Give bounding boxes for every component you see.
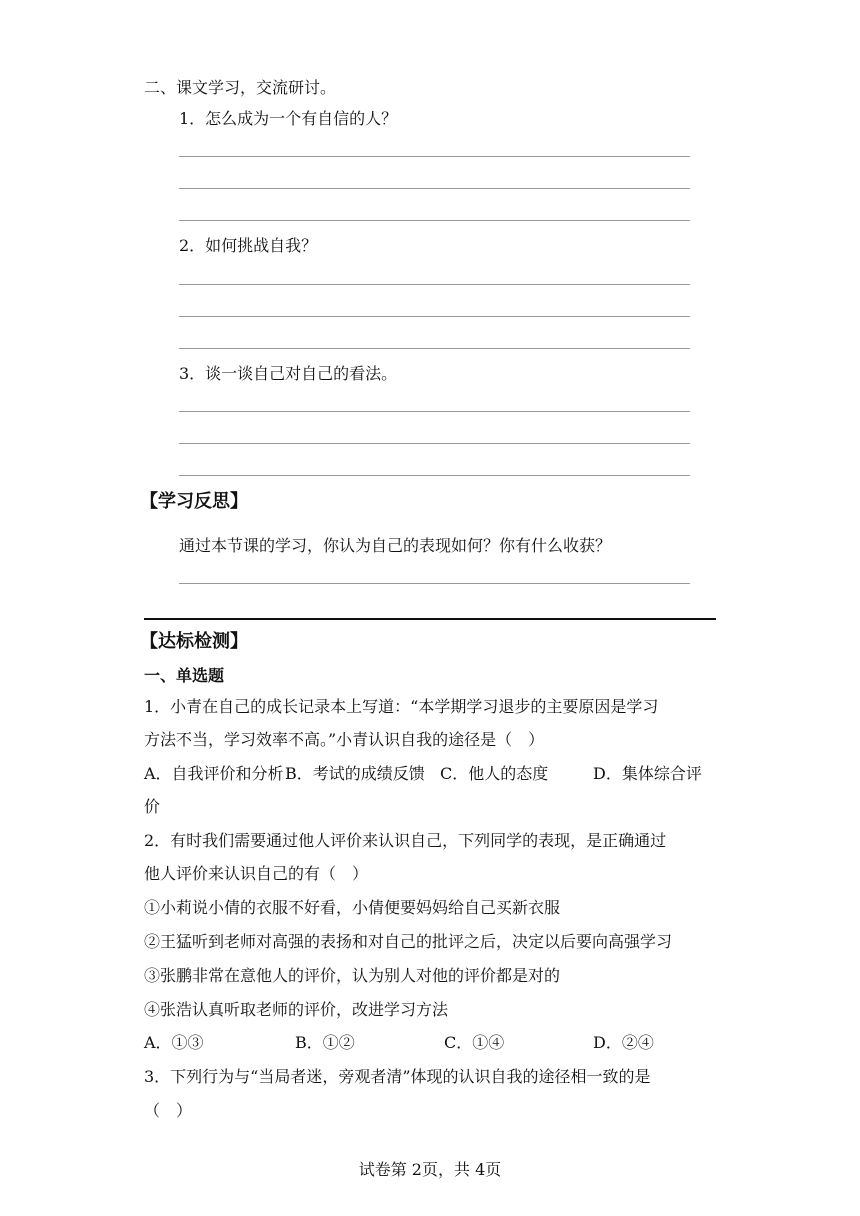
question-2: 2．如何挑战自我？ bbox=[179, 236, 318, 255]
answer-line[interactable] bbox=[179, 316, 690, 317]
answer-line[interactable] bbox=[179, 220, 690, 221]
q2-item-1: ①小莉说小倩的衣服不好看，小倩便要妈妈给自己买新衣服 bbox=[144, 898, 561, 917]
answer-line[interactable] bbox=[179, 156, 690, 157]
q2-item-3: ③张鹏非常在意他人的评价，认为别人对他的评价都是对的 bbox=[144, 966, 561, 985]
answer-line[interactable] bbox=[179, 583, 690, 584]
answer-line[interactable] bbox=[179, 475, 690, 476]
q2-option-b[interactable]: B．①② bbox=[295, 1033, 355, 1052]
reflection-prompt: 通过本节课的学习，你认为自己的表现如何？你有什么收获？ bbox=[179, 536, 612, 555]
q2-line1: 2．有时我们需要通过他人评价来认识自己，下列同学的表现，是正确通过 bbox=[144, 831, 667, 850]
q2-item-2: ②王猛听到老师对高强的表扬和对自己的批评之后，决定以后要向高强学习 bbox=[144, 932, 673, 951]
section-divider bbox=[144, 618, 716, 620]
q1-option-b[interactable]: B．考试的成绩反馈 bbox=[285, 764, 425, 783]
q2-option-a[interactable]: A．①③ bbox=[144, 1033, 204, 1052]
q1-option-a[interactable]: A．自我评价和分析 bbox=[144, 764, 284, 783]
test-subheading: 一、单选题 bbox=[144, 666, 225, 685]
q1-option-d-wrap: 价 bbox=[144, 797, 161, 816]
question-3: 3．谈一谈自己对自己的看法。 bbox=[179, 364, 398, 383]
question-1: 1．怎么成为一个有自信的人？ bbox=[179, 109, 398, 128]
q2-item-4: ④张浩认真听取老师的评价，改进学习方法 bbox=[144, 1000, 449, 1019]
q3-line1: 3．下列行为与“当局者迷，旁观者清”体现的认识自我的途径相一致的是 bbox=[144, 1067, 651, 1086]
q3-line2: （ ） bbox=[144, 1101, 193, 1120]
q1-option-c[interactable]: C．他人的态度 bbox=[440, 764, 549, 783]
q1-line2: 方法不当，学习效率不高。”小青认识自我的途径是（ ） bbox=[144, 730, 545, 749]
section-heading: 二、课文学习，交流研讨。 bbox=[144, 78, 337, 97]
q1-line1: 1．小青在自己的成长记录本上写道：“本学期学习退步的主要原因是学习 bbox=[144, 697, 659, 716]
page-footer: 试卷第 2页，共 4页 bbox=[358, 1160, 502, 1179]
answer-line[interactable] bbox=[179, 443, 690, 444]
q2-option-c[interactable]: C．①④ bbox=[444, 1033, 505, 1052]
q2-option-d[interactable]: D．②④ bbox=[593, 1033, 654, 1052]
answer-line[interactable] bbox=[179, 348, 690, 349]
answer-line[interactable] bbox=[179, 188, 690, 189]
answer-line[interactable] bbox=[179, 411, 690, 412]
test-heading: 【达标检测】 bbox=[140, 631, 248, 652]
reflection-heading: 【学习反思】 bbox=[140, 491, 248, 512]
q1-option-d[interactable]: D．集体综合评 bbox=[593, 764, 702, 783]
q2-line2: 他人评价来认识自己的有（ ） bbox=[144, 864, 369, 883]
answer-line[interactable] bbox=[179, 284, 690, 285]
